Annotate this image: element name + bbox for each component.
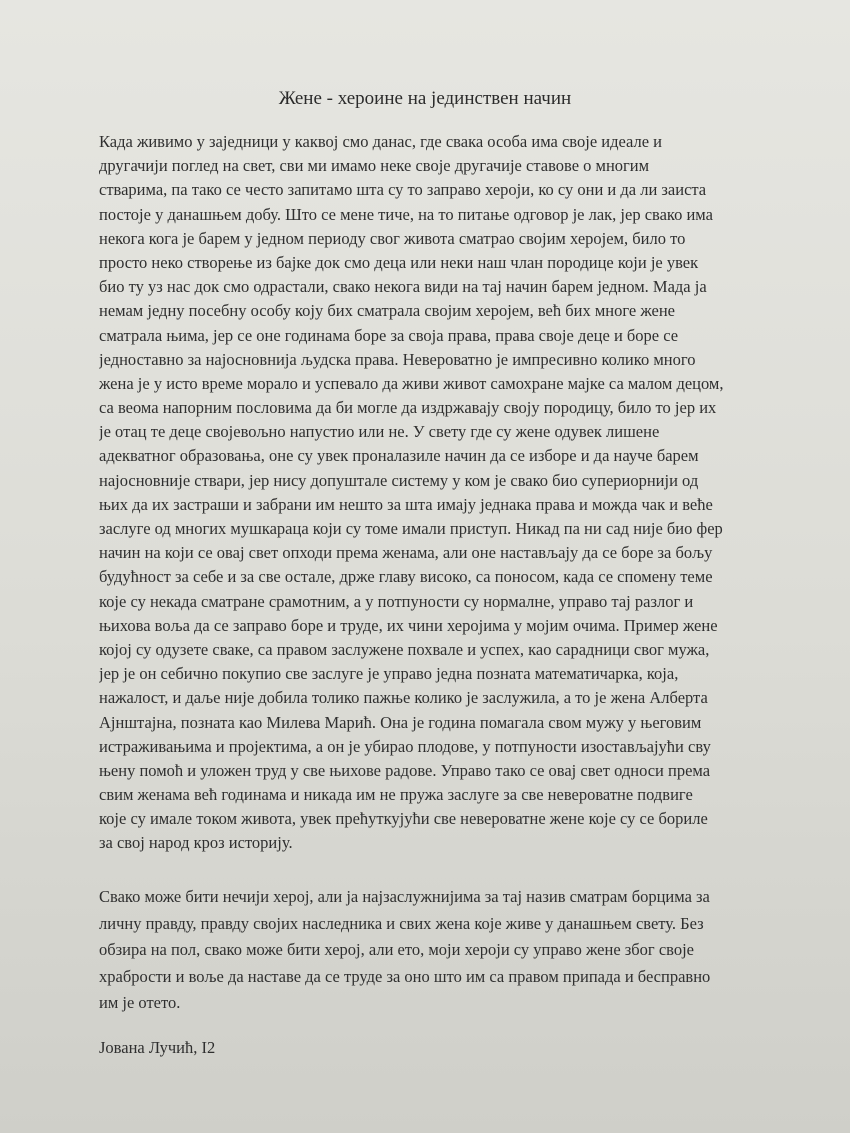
text-line: њих да их застраши и забрани им нешто за шта имају једнака права и можда чак и веће xyxy=(99,494,713,514)
text-line: којој су одузете сваке, са правом заслужене похвале и успех, као сарадници свог мужа, xyxy=(99,639,710,659)
document-title: Жене - хероине на јединствен начин xyxy=(278,88,572,109)
text-line: је отац те деце својевољно напустио или не. У свету где су жене одувек лишене xyxy=(99,422,660,442)
text-line: храбрости и воље да наставе да се труде за оно што им са правом припада и бесправно xyxy=(99,966,711,986)
text-line: сматрала њима, јер се оне годинама боре за своја права, права своје деце и боре се xyxy=(99,325,679,345)
text-line: жена је у исто време морало и успевало да живи живот самохране мајке са малом децом, xyxy=(99,373,724,393)
text-line: једноставно за најосновнија људска права. Невероватно је импресивно колико много xyxy=(99,349,696,369)
text-line: немам једну посебну особу коју бих сматрала својим херојем, већ бих многе жене xyxy=(99,301,675,321)
paragraph-2 xyxy=(99,884,829,1017)
text-line: будућност за себе и за све остале, држе главу високо, са поносом, када се спомену теме xyxy=(99,567,713,587)
text-line: истраживањима и пројектима, а он је убирао плодове, у потпуности изостављајући сву xyxy=(99,736,711,756)
text-line: им је отето. xyxy=(99,993,181,1013)
text-line: некога кога је барем у једном периоду свог живота сматрао својим херојем, било то xyxy=(99,228,686,248)
text-line: које су имале током живота, увек прећуткујући све невероватне жене које су се бориле xyxy=(99,809,708,829)
paragraph-1 xyxy=(99,130,829,856)
text-line: Када живимо у заједници у каквој смо данас, где свака особа има своје идеале и xyxy=(99,132,662,151)
text-line: јер је он себично покупио све заслуге је управо једна позната математичарка, која, xyxy=(99,664,679,684)
text-line: личну правду, правду својих наследника и свих жена које живе у данашњем свету. Без xyxy=(99,913,704,933)
text-line: Свако може бити нечији херој, али ја најзаслужнијима за тај назив сматрам борцима за xyxy=(99,887,710,906)
text-line: другачији поглед на свет, сви ми имамо неке своје другачије ставове о многим xyxy=(99,156,650,176)
text-line: стварима, па тако се често запитамо шта су то заправо хероји, ко су они и да ли заиста xyxy=(99,180,707,200)
author-signature: Јована Лучић, I2 xyxy=(99,1038,216,1057)
text-line: њихова воља да се заправо боре и труде, их чини херојима у мојим очима. Пример жене xyxy=(99,615,718,635)
text-line: свим женама већ годинама и никада им не пружа заслуге за све невероватне подвиге xyxy=(99,785,693,805)
text-line: најосновније ствари, јер нису допуштале систему у ком је свако био супериорнији од xyxy=(99,470,699,490)
text-line: нажалост, и даље није добила толико пажње колико је заслужила, а то је жена Алберта xyxy=(99,688,708,708)
text-line: адекватног образовања, оне су увек проналазиле начин да се изборе и да науче барем xyxy=(99,446,699,466)
text-line: просто неко створење из бајке док смо деца или неки наш члан породице који је увек xyxy=(99,252,699,272)
text-line: заслуге од многих мушкараца који су томе имали приступ. Никад па ни сад није био фер xyxy=(99,519,723,538)
text-line: њену помоћ и уложен труд у све њихове радове. Управо тако се овај свет односи према xyxy=(99,760,711,780)
text-line: са веома напорним пословима да би могле да издржавају своју породицу, било то јер их xyxy=(99,398,717,418)
text-line: постоје у данашњем добу. Што се мене тиче, на то питање одговор је лак, јер свако има xyxy=(99,204,713,224)
text-line: начин на који се овај свет опходи према женама, али оне настављају да се боре за бољу xyxy=(99,543,713,563)
text-line: био ту уз нас док смо одрастали, свако некога види на тај начин барем једном. Мада ја xyxy=(99,277,707,297)
text-line: за свој народ кроз историју. xyxy=(99,833,293,853)
text-line: Ајнштајна, позната као Милева Марић. Она је година помагала свом мужу у његовим xyxy=(99,712,702,732)
text-line: које су некада сматране срамотним, а у потпуности су нормалне, управо тај разлог и xyxy=(99,591,694,611)
text-line: обзира на пол, свако може бити херој, али ето, моји хероји су управо жене због своје xyxy=(99,940,694,960)
